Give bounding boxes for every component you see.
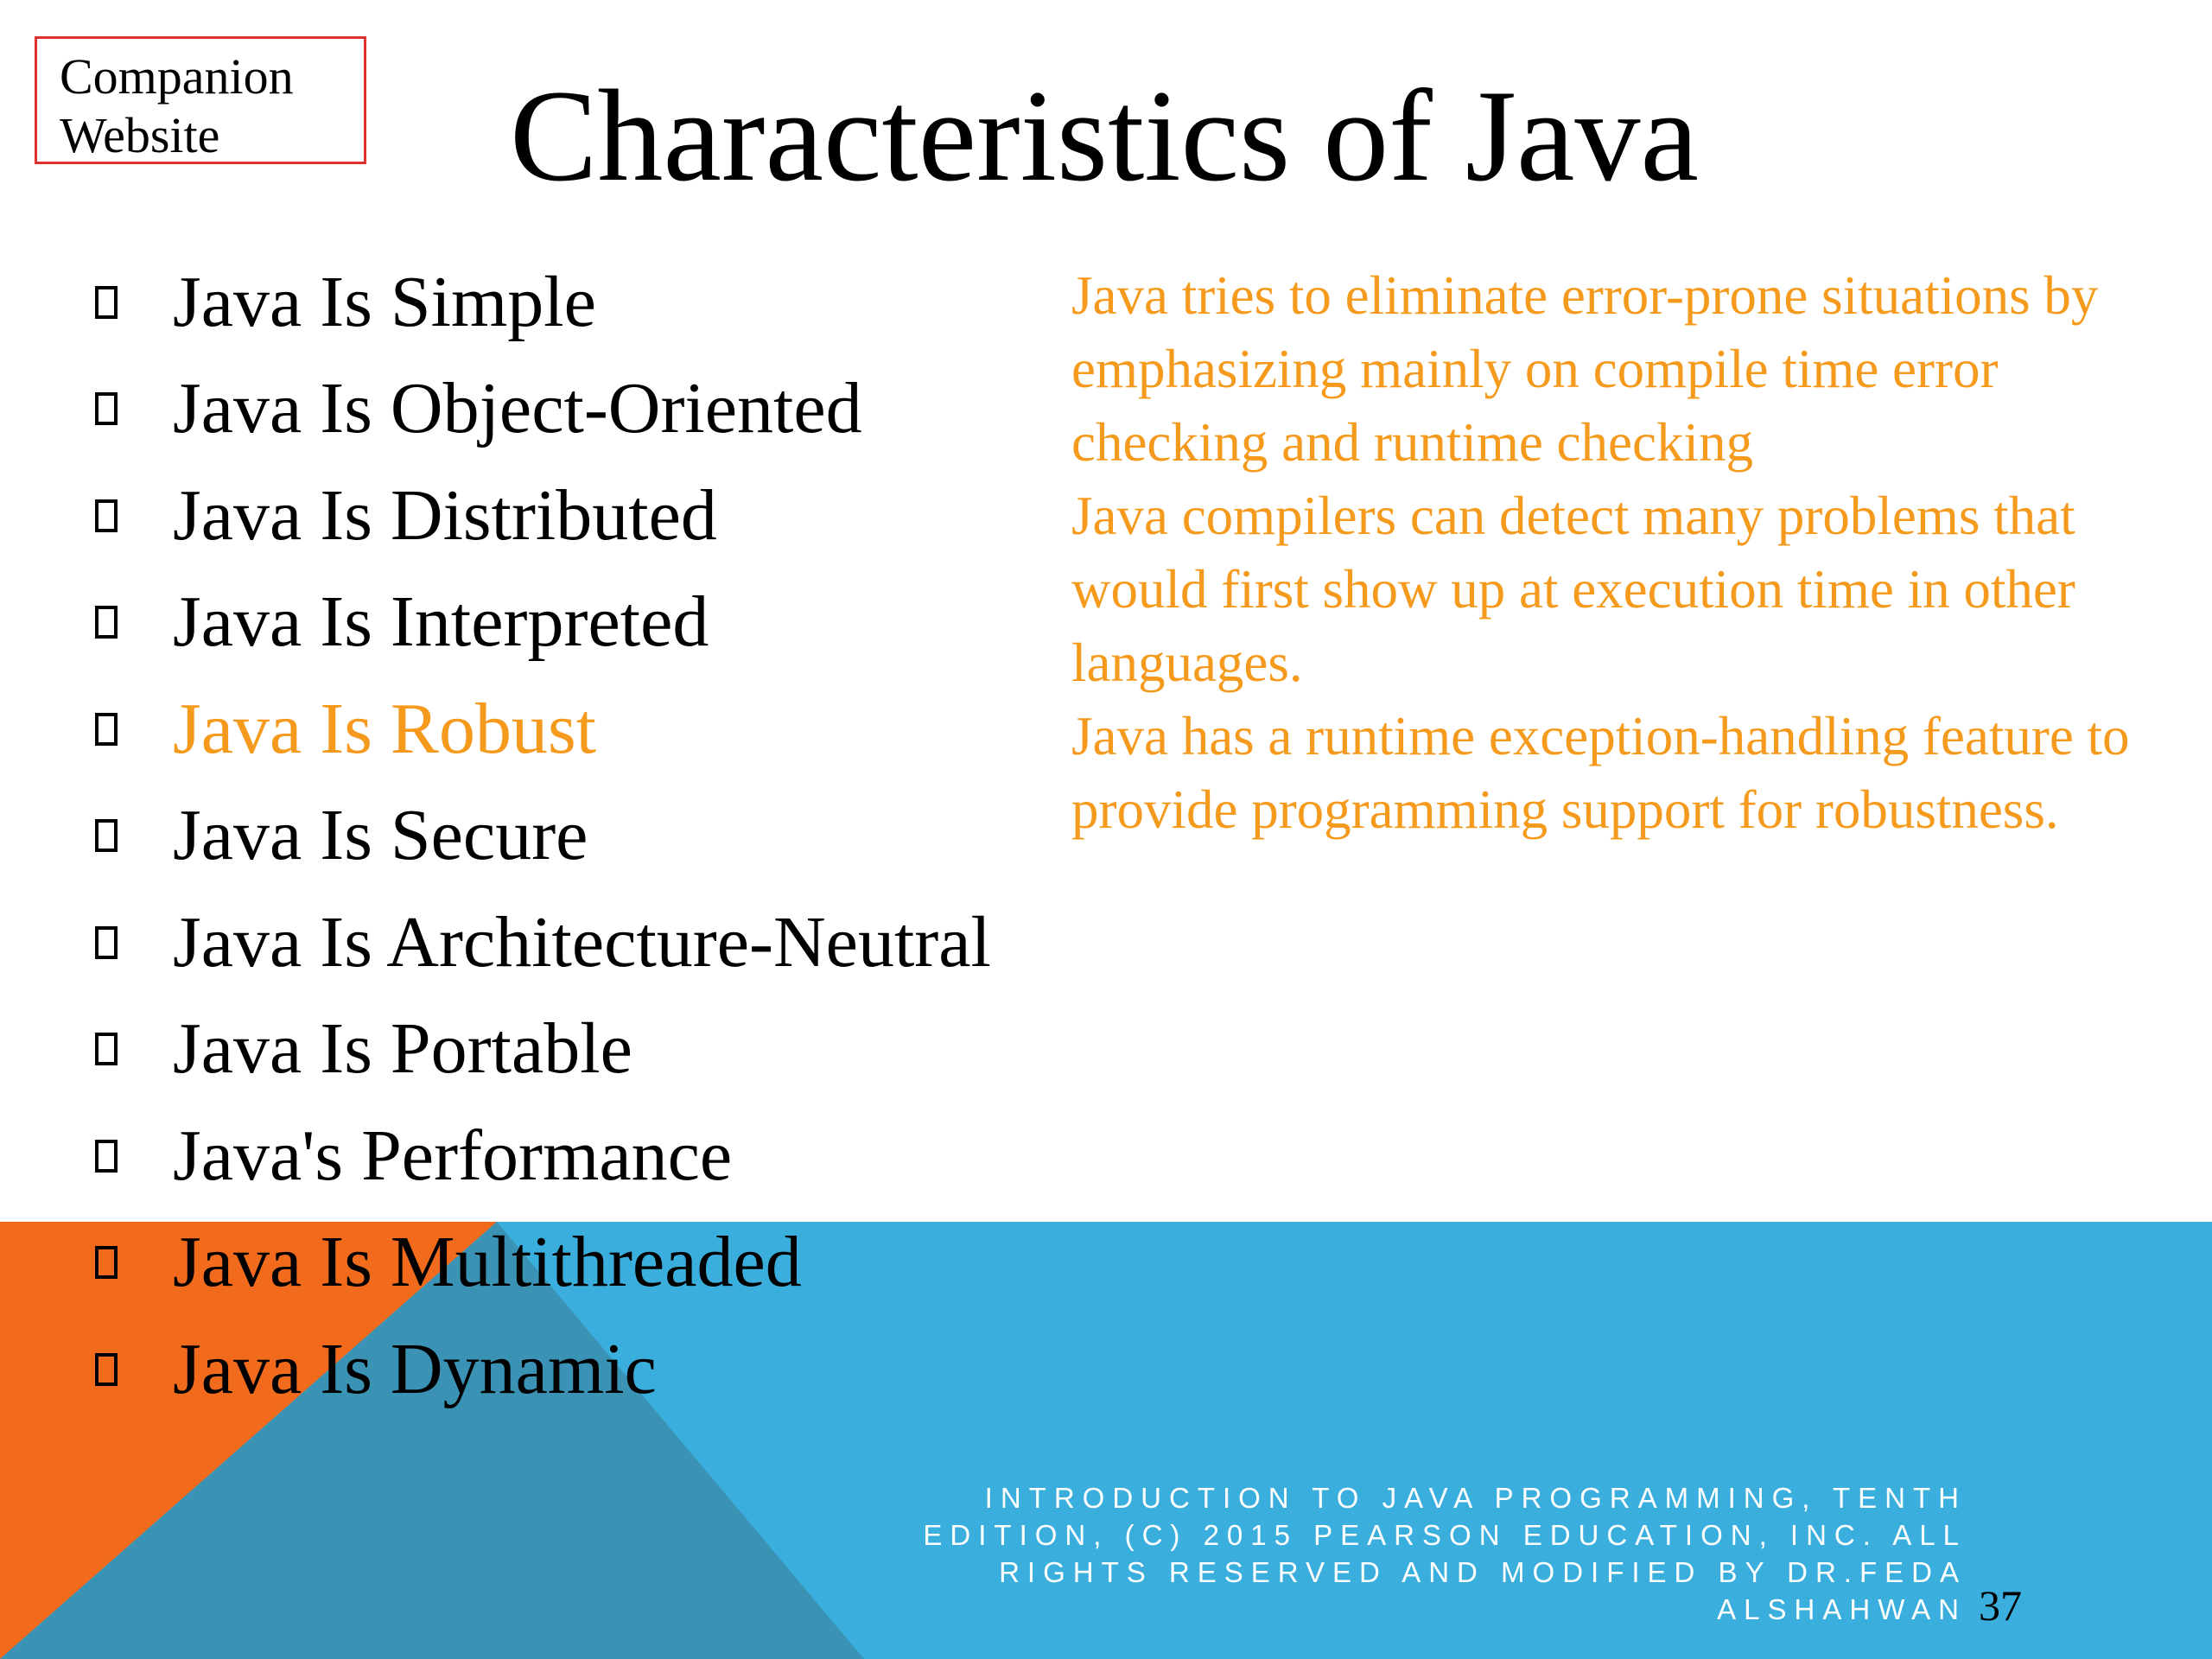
list-item (95, 462, 991, 569)
list-item-label: Java Is Interpreted (173, 582, 709, 663)
square-bullet-icon (95, 819, 118, 852)
list-item (95, 1103, 991, 1210)
square-bullet-icon (95, 606, 118, 639)
list-item-label: Java Is Robust (173, 688, 596, 769)
list-item-highlighted (95, 676, 991, 783)
list-item-label: Java Is Object-Oriented (173, 368, 862, 449)
companion-line-2: Website (60, 107, 220, 163)
square-bullet-icon (95, 1246, 118, 1279)
list-item-label: Java Is Architecture-Neutral (173, 901, 991, 982)
square-bullet-icon (95, 1033, 118, 1065)
list-item-label: Java Is Distributed (173, 474, 717, 556)
square-bullet-icon (95, 926, 118, 959)
list-item-label: Java Is Portable (173, 1008, 632, 1090)
list-item (95, 249, 991, 356)
list-item-label: Java's Performance (173, 1115, 733, 1196)
list-item (95, 783, 991, 890)
list-item-label: Java Is Multithreaded (173, 1222, 802, 1303)
list-item-label: Java Is Secure (173, 795, 588, 876)
description-paragraph: Java has a runtime exception-handling feature to provide programming support for robustness. (1071, 706, 2130, 840)
slide-title: Characteristics of Java (510, 63, 1699, 208)
description-paragraph: Java compilers can detect many problems that would first show up at execution time in other languages. (1071, 486, 2075, 693)
square-bullet-icon (95, 392, 118, 425)
list-item-label: Java Is Simple (173, 261, 596, 342)
page-number: 37 (1979, 1581, 2022, 1630)
square-bullet-icon (95, 713, 118, 746)
square-bullet-icon (95, 286, 118, 319)
square-bullet-icon (95, 499, 118, 532)
list-item (95, 1316, 991, 1423)
companion-line-1: Companion (60, 48, 294, 105)
list-item-label: Java Is Dynamic (173, 1328, 657, 1409)
square-bullet-icon (95, 1140, 118, 1173)
list-item (95, 1210, 991, 1317)
description-paragraph: Java tries to eliminate error-prone situations by emphasizing mainly on compile time error checking and runtime checking (1071, 265, 2099, 473)
list-item (95, 996, 991, 1103)
square-bullet-icon (95, 1353, 118, 1386)
list-item (95, 569, 991, 677)
list-item (95, 889, 991, 996)
companion-website-box[interactable] (35, 36, 366, 164)
list-item (95, 356, 991, 463)
characteristics-list (95, 249, 991, 1423)
robust-description (1071, 259, 2134, 847)
footer-copyright: INTRODUCTION TO JAVA PROGRAMMING, TENTH EDITION, (C) 2015 PEARSON EDUCATION, INC. ALL RIGHTS RESERVED AND MODIFIED BY DR.FEDA ALSHAHWAN (923, 1482, 1967, 1625)
